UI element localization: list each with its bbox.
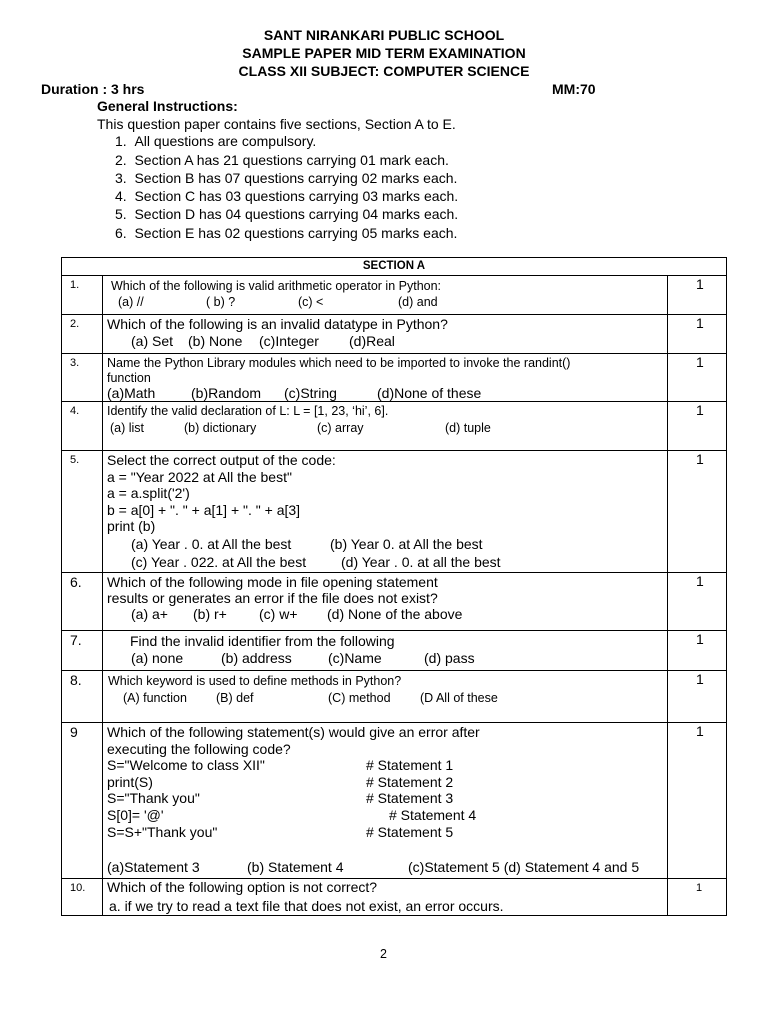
exam-title: SAMPLE PAPER MID TERM EXAMINATION — [242, 45, 526, 61]
question-row — [62, 315, 726, 354]
marks-cell: 1 — [667, 354, 726, 401]
class-subject: CLASS XII SUBJECT: COMPUTER SCIENCE — [238, 63, 530, 79]
question-text: Which of the following option is not correct? — [107, 879, 378, 895]
option: (d)Real — [349, 333, 395, 349]
school-name: SANT NIRANKARI PUBLIC SCHOOL — [263, 27, 505, 43]
instruction-item: 6. Section E has 02 questions carrying 05 marks each. — [115, 225, 458, 241]
code-line: a = "Year 2022 at All the best" — [107, 469, 292, 485]
question-row — [62, 671, 726, 723]
option: (c)Statement 5 (d) Statement 4 and 5 — [408, 859, 640, 875]
option: (d) and — [398, 295, 438, 309]
code-comment: # Statement 1 — [366, 757, 454, 773]
code-line: a = a.split('2') — [107, 485, 190, 501]
question-text: Identify the valid declaration of L: L = [1, 23, ‘hi’, 6]. — [107, 404, 389, 418]
option: (c) array — [317, 421, 364, 435]
marks-cell: 1 — [667, 631, 726, 670]
marks-cell: 1 — [667, 573, 726, 630]
option: (a) none — [131, 650, 184, 666]
option: (d) None of the above — [327, 606, 463, 622]
marks-cell: 1 — [667, 402, 726, 450]
question-row — [62, 723, 726, 879]
question-number: 8. — [62, 671, 103, 722]
question-row — [62, 402, 726, 451]
question-row — [62, 631, 726, 671]
question-number: 7. — [62, 631, 103, 670]
section-a-table — [61, 257, 727, 916]
code-line: S="Welcome to class XII" — [107, 757, 265, 773]
question-text: Which keyword is used to define methods in Python? — [108, 674, 402, 688]
option: (b) r+ — [193, 606, 227, 622]
question-row — [62, 573, 726, 631]
option: (b)Random — [191, 385, 262, 401]
code-line: S="Thank you" — [107, 790, 200, 806]
option: (d) pass — [424, 650, 475, 666]
max-marks: MM:70 — [552, 81, 596, 97]
option: (a)Math — [107, 385, 156, 401]
question-number: 4. — [62, 402, 103, 450]
question-row — [62, 879, 726, 915]
question-text: Which of the following is valid arithmetic operator in Python: — [111, 279, 442, 293]
code-comment: # Statement 2 — [366, 774, 454, 790]
option: (b) None — [188, 333, 243, 349]
question-row — [62, 276, 726, 315]
instructions-intro: This question paper contains five sections, Section A to E. — [97, 116, 456, 132]
code-line: print (b) — [107, 518, 156, 534]
marks-cell: 1 — [667, 276, 726, 314]
question-number: 5. — [62, 451, 103, 572]
section-title: SECTION A — [62, 258, 726, 276]
marks-cell: 1 — [667, 879, 726, 915]
marks-cell: 1 — [667, 315, 726, 353]
option: (b) Year 0. at All the best — [330, 536, 483, 552]
code-comment: # Statement 4 — [389, 807, 477, 823]
question-text: Find the invalid identifier from the following — [130, 633, 395, 649]
option: (b) address — [221, 650, 292, 666]
option: (A) function — [123, 691, 187, 705]
option: (d) tuple — [445, 421, 491, 435]
instruction-item: 2. Section A has 21 questions carrying 01 mark each. — [115, 152, 449, 168]
option: (c)String — [284, 385, 337, 401]
question-text: Select the correct output of the code: — [107, 452, 336, 468]
option: (a) Set — [131, 333, 174, 349]
question-number: 10. — [62, 879, 103, 915]
option: (a) // — [118, 295, 144, 309]
instruction-item: 5. Section D has 04 questions carrying 04 marks each. — [115, 206, 459, 222]
option: ( b) ? — [206, 295, 236, 309]
marks-cell: 1 — [667, 671, 726, 722]
code-line: print(S) — [107, 774, 153, 790]
question-text-cont: results or generates an error if the file does not exist? — [107, 590, 438, 606]
question-text-cont: executing the following code? — [107, 741, 291, 757]
option: (c) < — [298, 295, 324, 309]
question-number: 1. — [62, 276, 103, 314]
option: (c)Integer — [259, 333, 319, 349]
instruction-item: 4. Section C has 03 questions carrying 03 marks each. — [115, 188, 459, 204]
option: (b) dictionary — [184, 421, 257, 435]
option: (d)None of these — [377, 385, 482, 401]
option: (B) def — [216, 691, 254, 705]
code-comment: # Statement 3 — [366, 790, 454, 806]
option: (a) Year . 0. at All the best — [131, 536, 292, 552]
question-text: Which of the following mode in file opening statement — [107, 574, 438, 590]
code-line: b = a[0] + ". " + a[1] + ". " + a[3] — [107, 502, 301, 518]
code-comment: # Statement 5 — [366, 824, 454, 840]
question-text: Name the Python Library modules which need to be imported to invoke the randint() — [107, 356, 571, 370]
option: (c) Year . 022. at All the best — [131, 554, 307, 570]
question-text-cont: function — [107, 371, 151, 385]
page-number: 2 — [380, 947, 387, 961]
option: (a)Statement 3 — [107, 859, 200, 875]
option: (a) list — [110, 421, 145, 435]
marks-cell: 1 — [667, 723, 726, 878]
question-text: Which of the following statement(s) would give an error after — [107, 724, 480, 740]
marks-cell: 1 — [667, 451, 726, 572]
instruction-item: 1. All questions are compulsory. — [115, 133, 317, 149]
option: (d) Year . 0. at all the best — [341, 554, 501, 570]
instructions-title: General Instructions: — [97, 98, 238, 114]
question-row — [62, 354, 726, 402]
duration: Duration : 3 hrs — [41, 81, 145, 97]
option: (D All of these — [420, 691, 498, 705]
code-line: S[0]= '@' — [107, 807, 164, 823]
question-number: 9 — [62, 723, 103, 878]
instruction-item: 3. Section B has 07 questions carrying 02 marks each. — [115, 170, 458, 186]
question-number: 6. — [62, 573, 103, 630]
option: (c) w+ — [259, 606, 298, 622]
option: (b) Statement 4 — [247, 859, 344, 875]
question-row — [62, 451, 726, 573]
option: (C) method — [328, 691, 391, 705]
code-line: S=S+"Thank you" — [107, 824, 218, 840]
question-number: 2. — [62, 315, 103, 353]
option: (a) a+ — [131, 606, 168, 622]
question-text: Which of the following is an invalid datatype in Python? — [107, 316, 448, 332]
question-text-cont: a. if we try to read a text file that does not exist, an error occurs. — [109, 898, 504, 914]
question-number: 3. — [62, 354, 103, 401]
option: (c)Name — [328, 650, 382, 666]
